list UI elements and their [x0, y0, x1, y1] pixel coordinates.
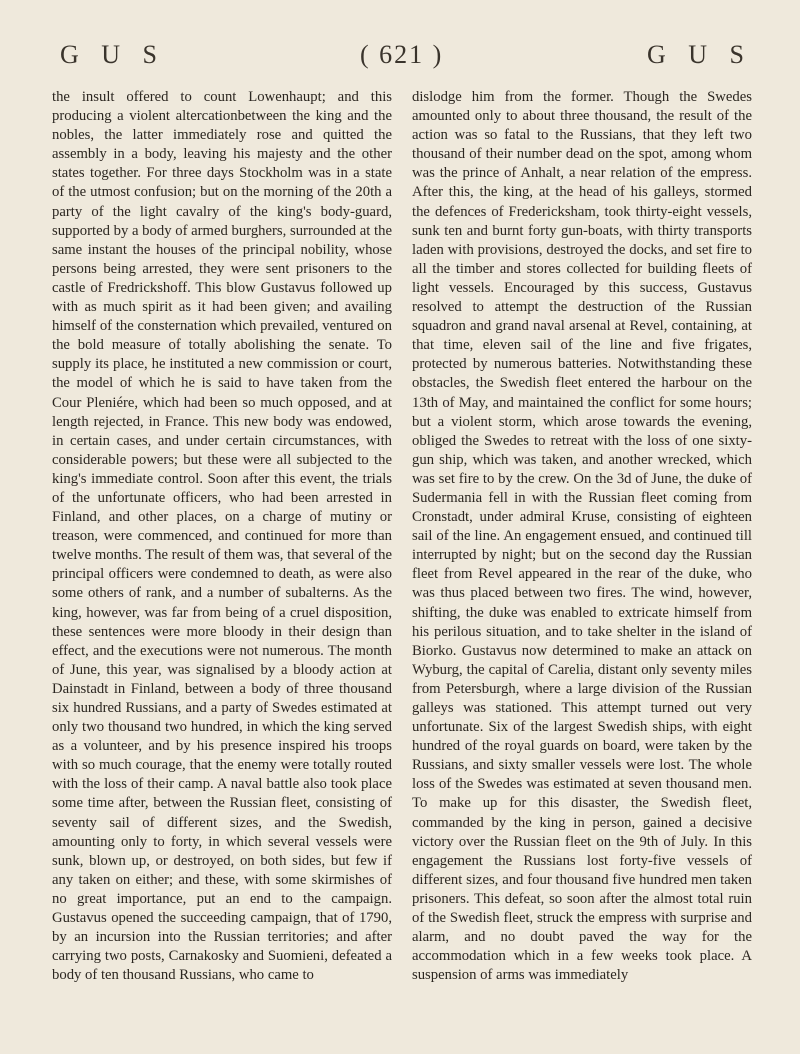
right-column — [412, 88, 752, 985]
page-number: ( 621 ) — [360, 40, 444, 69]
left-column — [52, 88, 392, 985]
left-column-text: the insult offered to count Lowenhaupt; and this producing a violent altercationbetween the king and the nobles, the latter immediately rose and quitted the assembly in a body, leaving his majesty and the other states together. For three days Stockholm was in a state of the utmost confusion; but on the morning of the 20th a party of the light cavalry of the king's body-guard, supported by a body of armed burghers, surrounded at the same instant the houses of the principal nobility, whose persons being arrested, they were sent prisoners to the castle of Fredrickshoff. This blow Gustavus followed up with as much spirit as it had been given; and availing himself of the consternation which prevailed, ventured on the bold measure of totally abolishing the senate. To supply its place, he instituted a new commission or court, the model of which he is said to have taken from the Cour Pleniére, which had been so much opposed, and at length rejected, in France. This new body was endowed, in certain cases, and under certain circumstances, with considerable powers; but these were all subjected to the king's immediate control. Soon after this event, the trials of the unfortunate officers, who had been arrested in Finland, and other places, on a charge of mutiny or treason, were commenced, and continued for more than twelve months. The result of them was, that several of the principal officers were condemned to death, as were also some others of rank, and a number of subalterns. As the king, however, was far from being of a cruel disposition, these sentences were more bloody in their design than effect, and the executions were not numerous. The month of June, this year, was signalised by a bloody action at Dainstadt in Finland, between a body of three thousand six hundred Russians, and a party of Swedes estimated at only two thousand two hundred, in which the king served as a volunteer, and by his presence inspired his troops with so much courage, that the enemy were totally routed with the loss of their camp. A naval battle also took place some time after, between the Russian fleet, consisting of seventy sail of different sizes, and the Swedish, amounting only to forty, in which several vessels were sunk, blown up, or destroyed, on both sides, but few if any taken on either; and these, with some skirmishes of no great importance, put an end to the campaign. Gustavus opened the succeeding campaign, that of 1790, by an incursion into the Russian territories; and after carrying two posts, Carnakosky and Suomieni, defeated a body of ten thousand Russians, who came to — [52, 89, 392, 984]
running-head-right: G U S — [646, 40, 752, 69]
right-column-text: dislodge him from the former. Though the Swedes amounted only to about three thousand, the result of the action was so fatal to the Russians, that they left two thousand of their number dead on the spot, among whom was the prince of Anhalt, a near relation of the empress. After this, the king, at the head of his galleys, stormed the defences of Fredericksham, took thirty-eight vessels, sunk ten and burnt forty gun-boats, with thirty transports laden with provisions, destroyed the docks, and set fire to all the timber and stores collected for building fleets of light vessels. Encouraged by this success, Gustavus resolved to attempt the destruction of the Russian squadron and grand naval arsenal at Revel, containing, at that time, eleven sail of the line and five frigates, protected by numerous batteries. Notwithstanding these obstacles, the Swedish fleet entered the harbour on the 13th of May, and maintained the conflict for some hours; but a violent storm, which arose towards the evening, obliged the Swedes to retreat with the loss of one sixty-gun ship, which was taken, and another wrecked, which was set fire to by the crew. On the 3d of June, the duke of Sudermania fell in with the Russian fleet coming from Cronstadt, under admiral Kruse, consisting of eighteen sail of the line. An engagement ensued, and continued till interrupted by night; but on the second day the Russian fleet from Revel appeared in the rear of the duke, who was thus placed between two fires. The wind, however, shifting, the duke was enabled to extricate himself from his perilous situation, and to take shelter in the island of Biorko. Gustavus now determined to make an attack on Wyburg, the capital of Carelia, distant only seventy miles from Petersburgh, where a large division of the Russian galleys was stationed. This attempt turned out very unfortunate. Six of the largest Swedish ships, with eight hundred of the royal guards on board, were taken by the Russians, and sixty smaller vessels were lost. The whole loss of the Swedes was estimated at seven thousand men. To make up for this disaster, the Swedish fleet, commanded by the king in person, gained a decisive victory over the Russian fleet on the 9th of July. In this engagement the Russians lost forty-five vessels of different sizes, and four thousand five hundred men taken prisoners. This defeat, so soon after the almost total ruin of the Swedish fleet, struck the empress with surprise and alarm, and no doubt paved the way for the accommodation which in a few weeks took place. A suspension of arms was immediately — [412, 89, 752, 984]
running-head-left: G U S — [60, 40, 166, 69]
running-head — [60, 40, 760, 80]
